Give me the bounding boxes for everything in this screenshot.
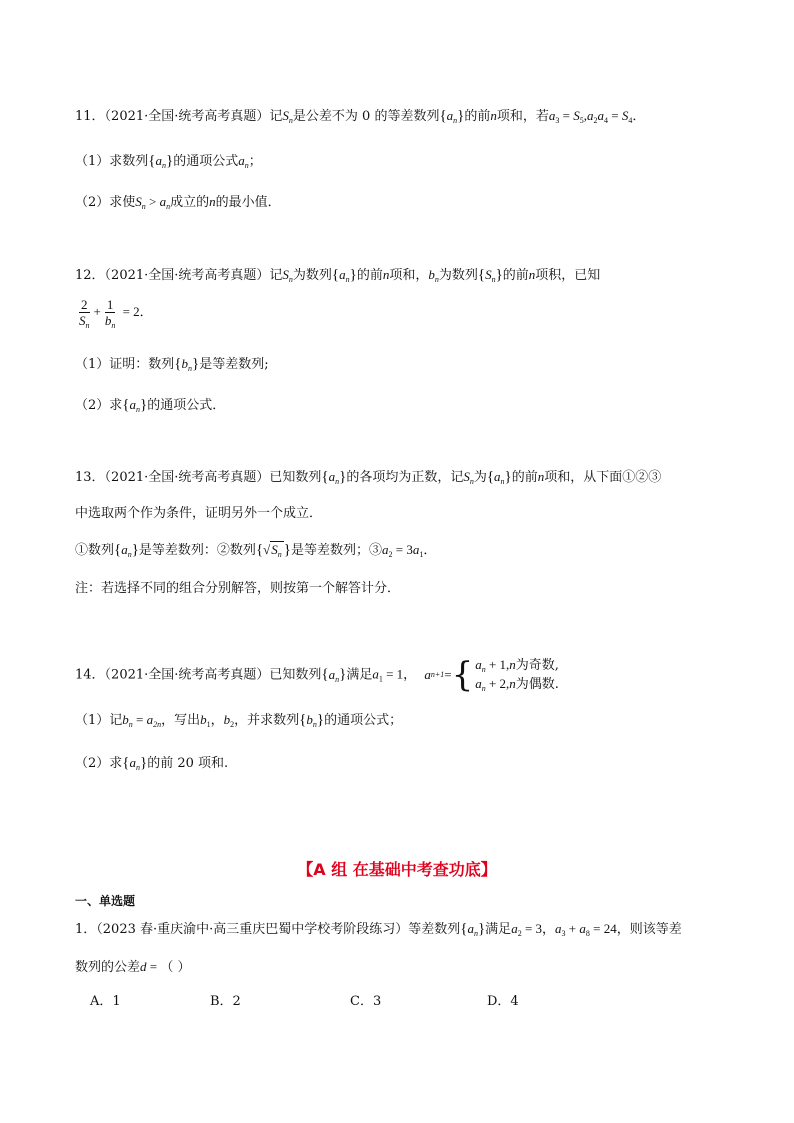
q14-stem: 14．（2021·全国·统考高考真题）已知数列$\{a_n\}$满足$a_1 = 1$， a n+1 = { $a_n + 1,n$为奇数, $a_n + 2,n$为偶数. bbox=[75, 655, 559, 695]
q11-part1: （1）求数列$\{a_n\}$的通项公式$a_n$； bbox=[75, 153, 262, 170]
mc1-line2: 数列的公差d = （ ） bbox=[75, 959, 191, 975]
mc1-stem: 1．（2023 春·重庆渝中·高三重庆巴蜀中学校考阶段练习）等差数列$\{a_n\}$满足$a_2 = 3$，$a_3 + a_8 = 24$，则该等差 bbox=[75, 921, 682, 938]
mc1-option-d[interactable]: D．4 bbox=[487, 994, 519, 1009]
q12-stem: 12．（2021·全国·统考高考真题）记$S_n$为数列$\{a_n\}$的前n项和，$b_n$为数列$\{S_n\}$的前n项积，已知 bbox=[75, 267, 601, 284]
q12-prefix: 12．（2021·全国·统考高考真题）记 bbox=[75, 268, 283, 283]
q14-prefix: 14．（2021·全国·统考高考真题）已知数列 bbox=[75, 667, 322, 683]
q12-part2: （2）求$\{a_n\}$的通项公式． bbox=[75, 397, 226, 414]
q11-part2: （2）求使$S_n > a_n$成立的n的最小值． bbox=[75, 194, 281, 211]
q13-conditions: ①数列$\{a_n\}$是等差数列：②数列{$√S_n$ }是等差数列；$③a_2 = 3a_1$． bbox=[75, 542, 437, 559]
q13-stem: 13．（2021·全国·统考高考真题）已知数列$\{a_n\}$的各项均为正数，记$S_n$为$\{a_n\}$的前n项和，从下面①②③ bbox=[75, 469, 662, 486]
q14-piecewise: a n+1 = { $a_n + 1,n$为奇数, $a_n + 2,n$为偶数. bbox=[424, 655, 559, 695]
q14-part2: （2）求$\{a_n\}$的前 20 项和. bbox=[75, 755, 229, 772]
mc1-option-b[interactable]: B．2 bbox=[210, 994, 241, 1009]
q12-equation: $\frac{2}{S_n}$ + $\frac{1}{b_n}$ = 2． bbox=[79, 297, 153, 330]
q12-part1: （1）证明：数列$\{b_n\}$是等差数列; bbox=[75, 356, 269, 373]
section-category: 一、单选题 bbox=[75, 894, 136, 908]
q11-stem: 11．（2021·全国·统考高考真题）记$S_n$是公差不为 0 的等差数列$\{a_n\}$的前n项和，若$a_3 = S_5,a_2a_4 = S_4$． bbox=[75, 108, 646, 125]
q11-prefix: 11．（2021·全国·统考高考真题）记 bbox=[75, 109, 283, 124]
q14-part1: （1）记$b_n = a_{2n}$，写出$b_1$，$b_2$，并求数列$\{b_n\}$的通项公式； bbox=[75, 712, 403, 729]
q13-prefix: 13．（2021·全国·统考高考真题）已知数列 bbox=[75, 470, 322, 485]
section-title: 【A 组 在基础中考查功底】 bbox=[297, 860, 497, 879]
q13-line2: 中选取两个作为条件，证明另外一个成立． bbox=[75, 506, 323, 521]
q13-note: 注：若选择不同的组合分别解答，则按第一个解答计分． bbox=[75, 581, 401, 596]
mc1-option-c[interactable]: C．3 bbox=[350, 994, 382, 1009]
mc1-option-a[interactable]: A．1 bbox=[90, 994, 121, 1009]
mc1-prefix: 1．（2023 春·重庆渝中·高三重庆巴蜀中学校考阶段练习）等差数列 bbox=[75, 922, 461, 937]
